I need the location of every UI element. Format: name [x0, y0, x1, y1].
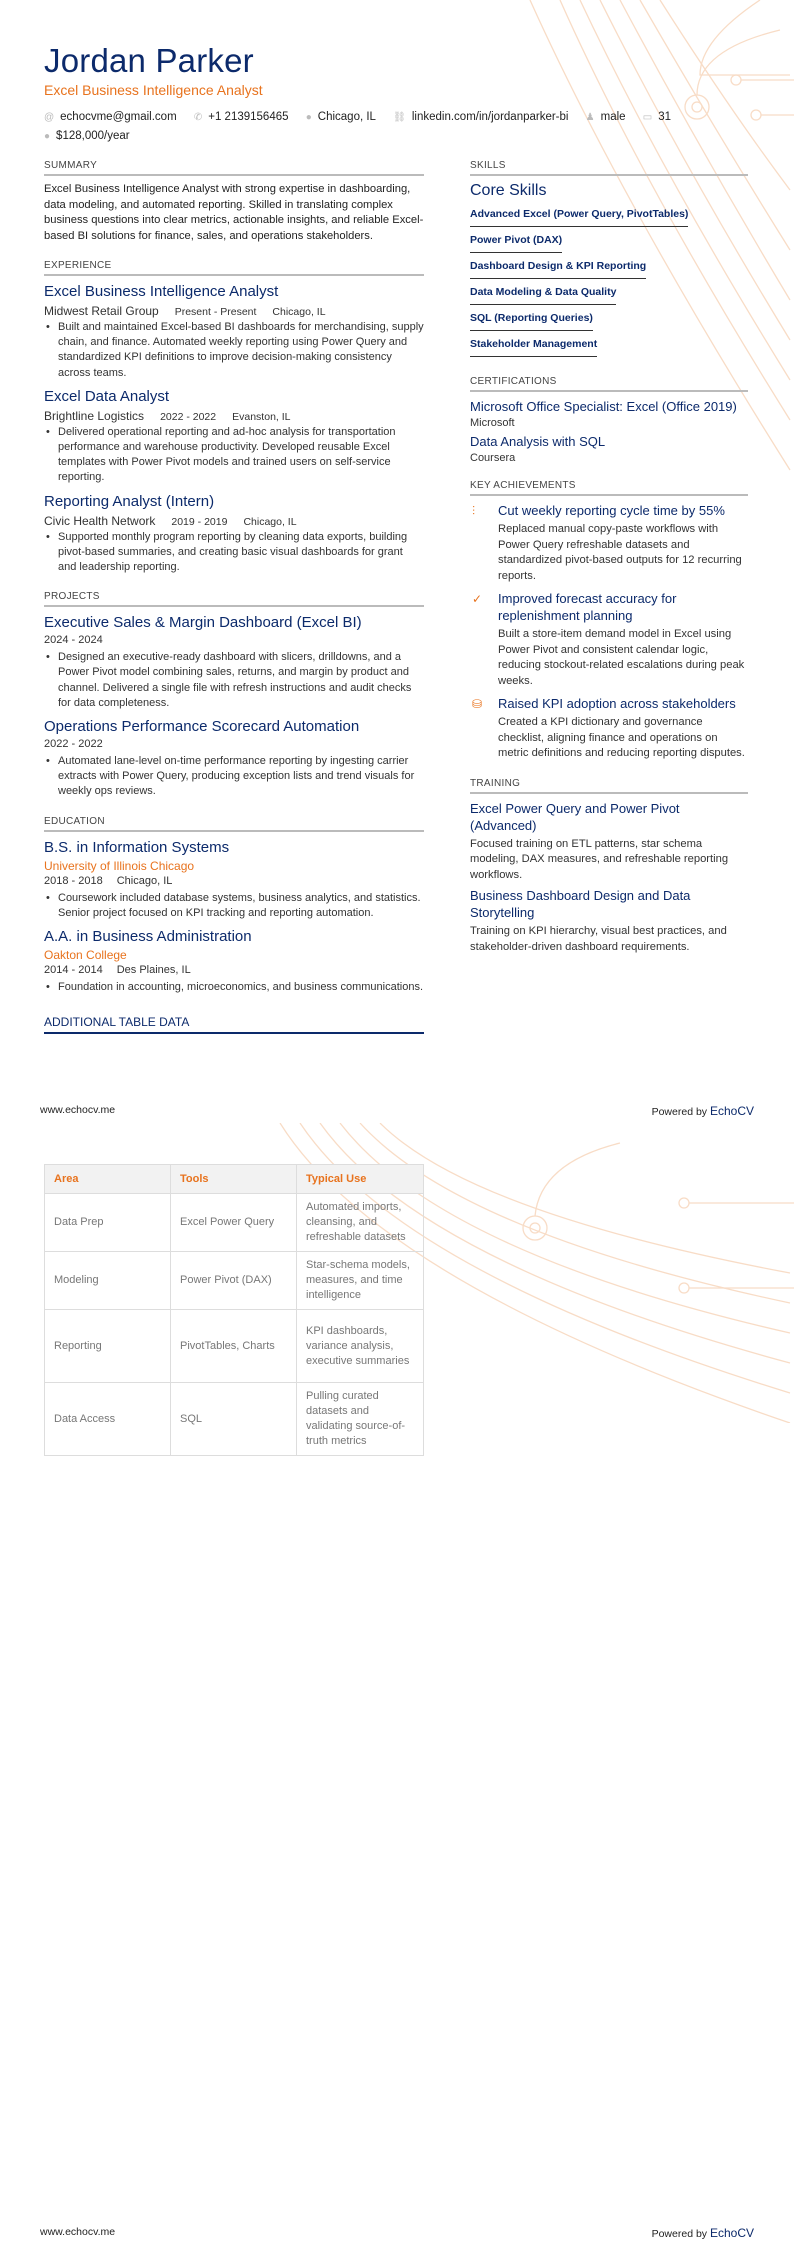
- section-heading: SKILLS: [470, 160, 748, 176]
- summary-text: Excel Business Intelligence Analyst with strong expertise in dashboarding, data modeling, and automated reporting. Skilled in translating complex business questions into clear metrics, actionable insights, and reliable Excel-based BI solutions for finance, sales, and operations stakeholders.: [44, 183, 424, 242]
- contact-location: ● Chicago, IL: [305, 111, 376, 123]
- bullet: • Supported monthly program reporting by cleaning data exports, building pivot-based summaries, and creating basic visual dashboards for grant and leadership reporting.: [44, 530, 424, 576]
- section-heading: PROJECTS: [44, 591, 424, 607]
- company: Civic Health Network: [44, 513, 156, 528]
- achievement-item: [470, 590, 748, 689]
- bullet: • Delivered operational reporting and ad-hoc analysis for transportation performance and warehouse productivity. Developed reusable Excel templates with Power Pivot models and trained users on self-service reporting.: [44, 425, 424, 486]
- database-icon: ⛁: [472, 697, 483, 711]
- job-title: Excel Business Intelligence Analyst: [44, 283, 279, 300]
- link-icon: ⛓: [393, 112, 406, 123]
- dates: 2014 - 2014: [44, 964, 103, 977]
- skills-group-title: Core Skills: [470, 182, 547, 199]
- location: Des Plaines, IL: [116, 964, 191, 977]
- cert-issuer: Microsoft: [470, 417, 515, 429]
- candidate-name: Jordan Parker: [44, 42, 254, 79]
- training-title: Excel Power Query and Power Pivot (Advanced): [470, 800, 680, 833]
- skill-item: SQL (Reporting Queries): [470, 309, 593, 331]
- person-icon: ♟: [585, 112, 595, 123]
- column-header: Typical Use: [297, 1165, 424, 1194]
- skill-item: Advanced Excel (Power Query, PivotTables): [470, 205, 688, 227]
- school: University of Illinois Chicago: [44, 858, 195, 873]
- additional-data-table: [44, 1164, 424, 1456]
- cert-name: Data Analysis with SQL: [470, 434, 606, 449]
- bullet: • Foundation in accounting, microeconomics, and business communications.: [44, 980, 424, 995]
- location-icon: ●: [305, 112, 312, 123]
- at-icon: @: [44, 112, 55, 123]
- summary-section: [44, 160, 424, 244]
- skills-section: [470, 160, 748, 360]
- bullet: • Automated lane-level on-time performance reporting by ingesting carrier extracts with Power Query, producing exception lists and trend visuals for weekly ops reviews.: [44, 754, 424, 800]
- location: Chicago, IL: [116, 874, 173, 887]
- school: Oakton College: [44, 948, 127, 963]
- footer-site[interactable]: www.echocv.me: [40, 1104, 116, 1116]
- table-row: Reporting PivotTables, Charts KPI dashboards, variance analysis, executive summaries: [45, 1310, 424, 1383]
- experience-item: [44, 492, 424, 576]
- project-title: Executive Sales & Margin Dashboard (Excel BI): [44, 614, 362, 632]
- bullet: • Designed an executive-ready dashboard with slicers, drilldowns, and a Power Pivot model combining sales, returns, and margin by product and channel. Delivered a single file with refresh instructions and audit checks for data completeness.: [44, 650, 424, 711]
- location: Chicago, IL: [243, 515, 297, 528]
- achievement-item: [470, 502, 748, 584]
- achievement-text: Replaced manual copy-paste workflows with Power Query refreshable datasets and standardized pivot-based outputs for 12 recurring reports.: [498, 523, 742, 582]
- skill-item: Data Modeling & Data Quality: [470, 283, 616, 305]
- location: Chicago, IL: [272, 306, 326, 318]
- column-header: Area: [45, 1165, 171, 1194]
- achievement-item: [470, 695, 748, 762]
- bullet: • Built and maintained Excel-based BI dashboards for merchandising, supply chain, and finance. Automated weekly reporting using Power Query and standardized KPI definitions to improve decision-making consistency across teams.: [44, 320, 424, 381]
- experience-item: [44, 282, 424, 381]
- company: Brightline Logistics: [44, 408, 145, 423]
- skill-item: Power Pivot (DAX): [470, 231, 562, 253]
- phone-icon: ✆: [193, 112, 203, 123]
- brand-logo: EchoCV: [709, 1104, 754, 1118]
- money-icon: ●: [44, 131, 51, 142]
- achievement-title: Improved forecast accuracy for replenishment planning: [498, 591, 677, 623]
- project-title: Operations Performance Scorecard Automation: [44, 718, 360, 736]
- projects-section: [44, 591, 424, 799]
- contact-gender: ♟ male: [585, 111, 626, 123]
- cert-name: Microsoft Office Specialist: Excel (Office 2019): [470, 399, 737, 414]
- left-column: [44, 160, 424, 1050]
- certifications-section: [470, 376, 748, 464]
- contact-email[interactable]: @ echocvme@gmail.com: [44, 111, 177, 123]
- company: Midwest Retail Group: [44, 304, 159, 318]
- education-section: [44, 816, 424, 1035]
- check-icon: ✓: [472, 592, 483, 606]
- degree: B.S. in Information Systems: [44, 838, 230, 856]
- bullet: • Coursework included database systems, business analytics, and statistics. Senior project focused on KPI tracking and reporting automation.: [44, 891, 424, 921]
- skill-item: Dashboard Design & KPI Reporting: [470, 257, 646, 279]
- training-text: Training on KPI hierarchy, visual best practices, and stakeholder-driven dashboard requirements.: [470, 925, 727, 953]
- contact-info: [44, 108, 744, 146]
- additional-table-heading: ADDITIONAL TABLE DATA: [44, 1015, 424, 1034]
- section-heading: KEY ACHIEVEMENTS: [470, 480, 748, 496]
- job-title: Reporting Analyst (Intern): [44, 492, 215, 510]
- sliders-icon: ⫶: [472, 504, 476, 518]
- dates: 2022 - 2022: [44, 738, 103, 751]
- degree: A.A. in Business Administration: [44, 928, 252, 946]
- experience-item: [44, 387, 424, 486]
- dates: 2018 - 2018: [44, 874, 103, 887]
- achievement-text: Built a store-item demand model in Excel using Power Pivot and consistent calendar logic, reducing stockout-related escalations during peak weeks.: [498, 628, 745, 687]
- training-section: [470, 778, 748, 956]
- footer-powered: Powered by EchoCV: [651, 1104, 754, 1118]
- candidate-title: Excel Business Intelligence Analyst: [44, 82, 263, 98]
- cert-issuer: Coursera: [470, 452, 516, 464]
- right-column: [470, 160, 748, 971]
- section-heading: EDUCATION: [44, 816, 424, 832]
- section-heading: CERTIFICATIONS: [470, 376, 748, 392]
- location: Evanston, IL: [232, 410, 291, 423]
- section-heading: SUMMARY: [44, 160, 424, 176]
- footer-powered: Powered by EchoCV: [651, 2226, 754, 2240]
- achievement-text: Created a KPI dictionary and governance checklist, aligning finance and operations on metric definitions and reducing reporting disputes.: [498, 716, 745, 759]
- column-header: Tools: [171, 1165, 297, 1194]
- page-footer: [40, 1104, 754, 1118]
- contact-phone[interactable]: ✆ +1 2139156465: [193, 111, 289, 123]
- achievements-section: [470, 480, 748, 762]
- training-title: Business Dashboard Design and Data Storytelling: [470, 888, 691, 920]
- dates: 2022 - 2022: [160, 410, 217, 423]
- calendar-icon: ▭: [642, 112, 653, 123]
- dates: Present - Present: [174, 306, 257, 318]
- experience-section: [44, 260, 424, 575]
- table-row: Modeling Power Pivot (DAX) Star-schema models, measures, and time intelligence: [45, 1252, 424, 1310]
- table-row: Data Prep Excel Power Query Automated imports, cleansing, and refreshable datasets: [45, 1194, 424, 1252]
- section-heading: TRAINING: [470, 778, 748, 794]
- achievement-title: Raised KPI adoption across stakeholders: [498, 696, 736, 711]
- achievement-title: Cut weekly reporting cycle time by 55%: [498, 503, 725, 518]
- page-footer: [40, 2226, 754, 2240]
- contact-age: ▭ 31: [642, 111, 672, 123]
- dates: 2024 - 2024: [44, 634, 103, 647]
- skill-item: Stakeholder Management: [470, 335, 597, 357]
- contact-linkedin[interactable]: ⛓ linkedin.com/in/jordanparker-bi: [393, 111, 569, 123]
- training-text: Focused training on ETL patterns, star schema modeling, DAX measures, and refreshable reporting workflows.: [470, 837, 729, 881]
- job-title: Excel Data Analyst: [44, 387, 170, 405]
- brand-logo: EchoCV: [709, 2226, 754, 2240]
- dates: 2019 - 2019: [171, 515, 228, 528]
- table-row: Data Access SQL Pulling curated datasets and validating source-of-truth metrics: [45, 1383, 424, 1456]
- footer-site[interactable]: www.echocv.me: [40, 2226, 116, 2238]
- contact-salary: ● $128,000/year: [44, 130, 130, 142]
- section-heading: EXPERIENCE: [44, 260, 424, 276]
